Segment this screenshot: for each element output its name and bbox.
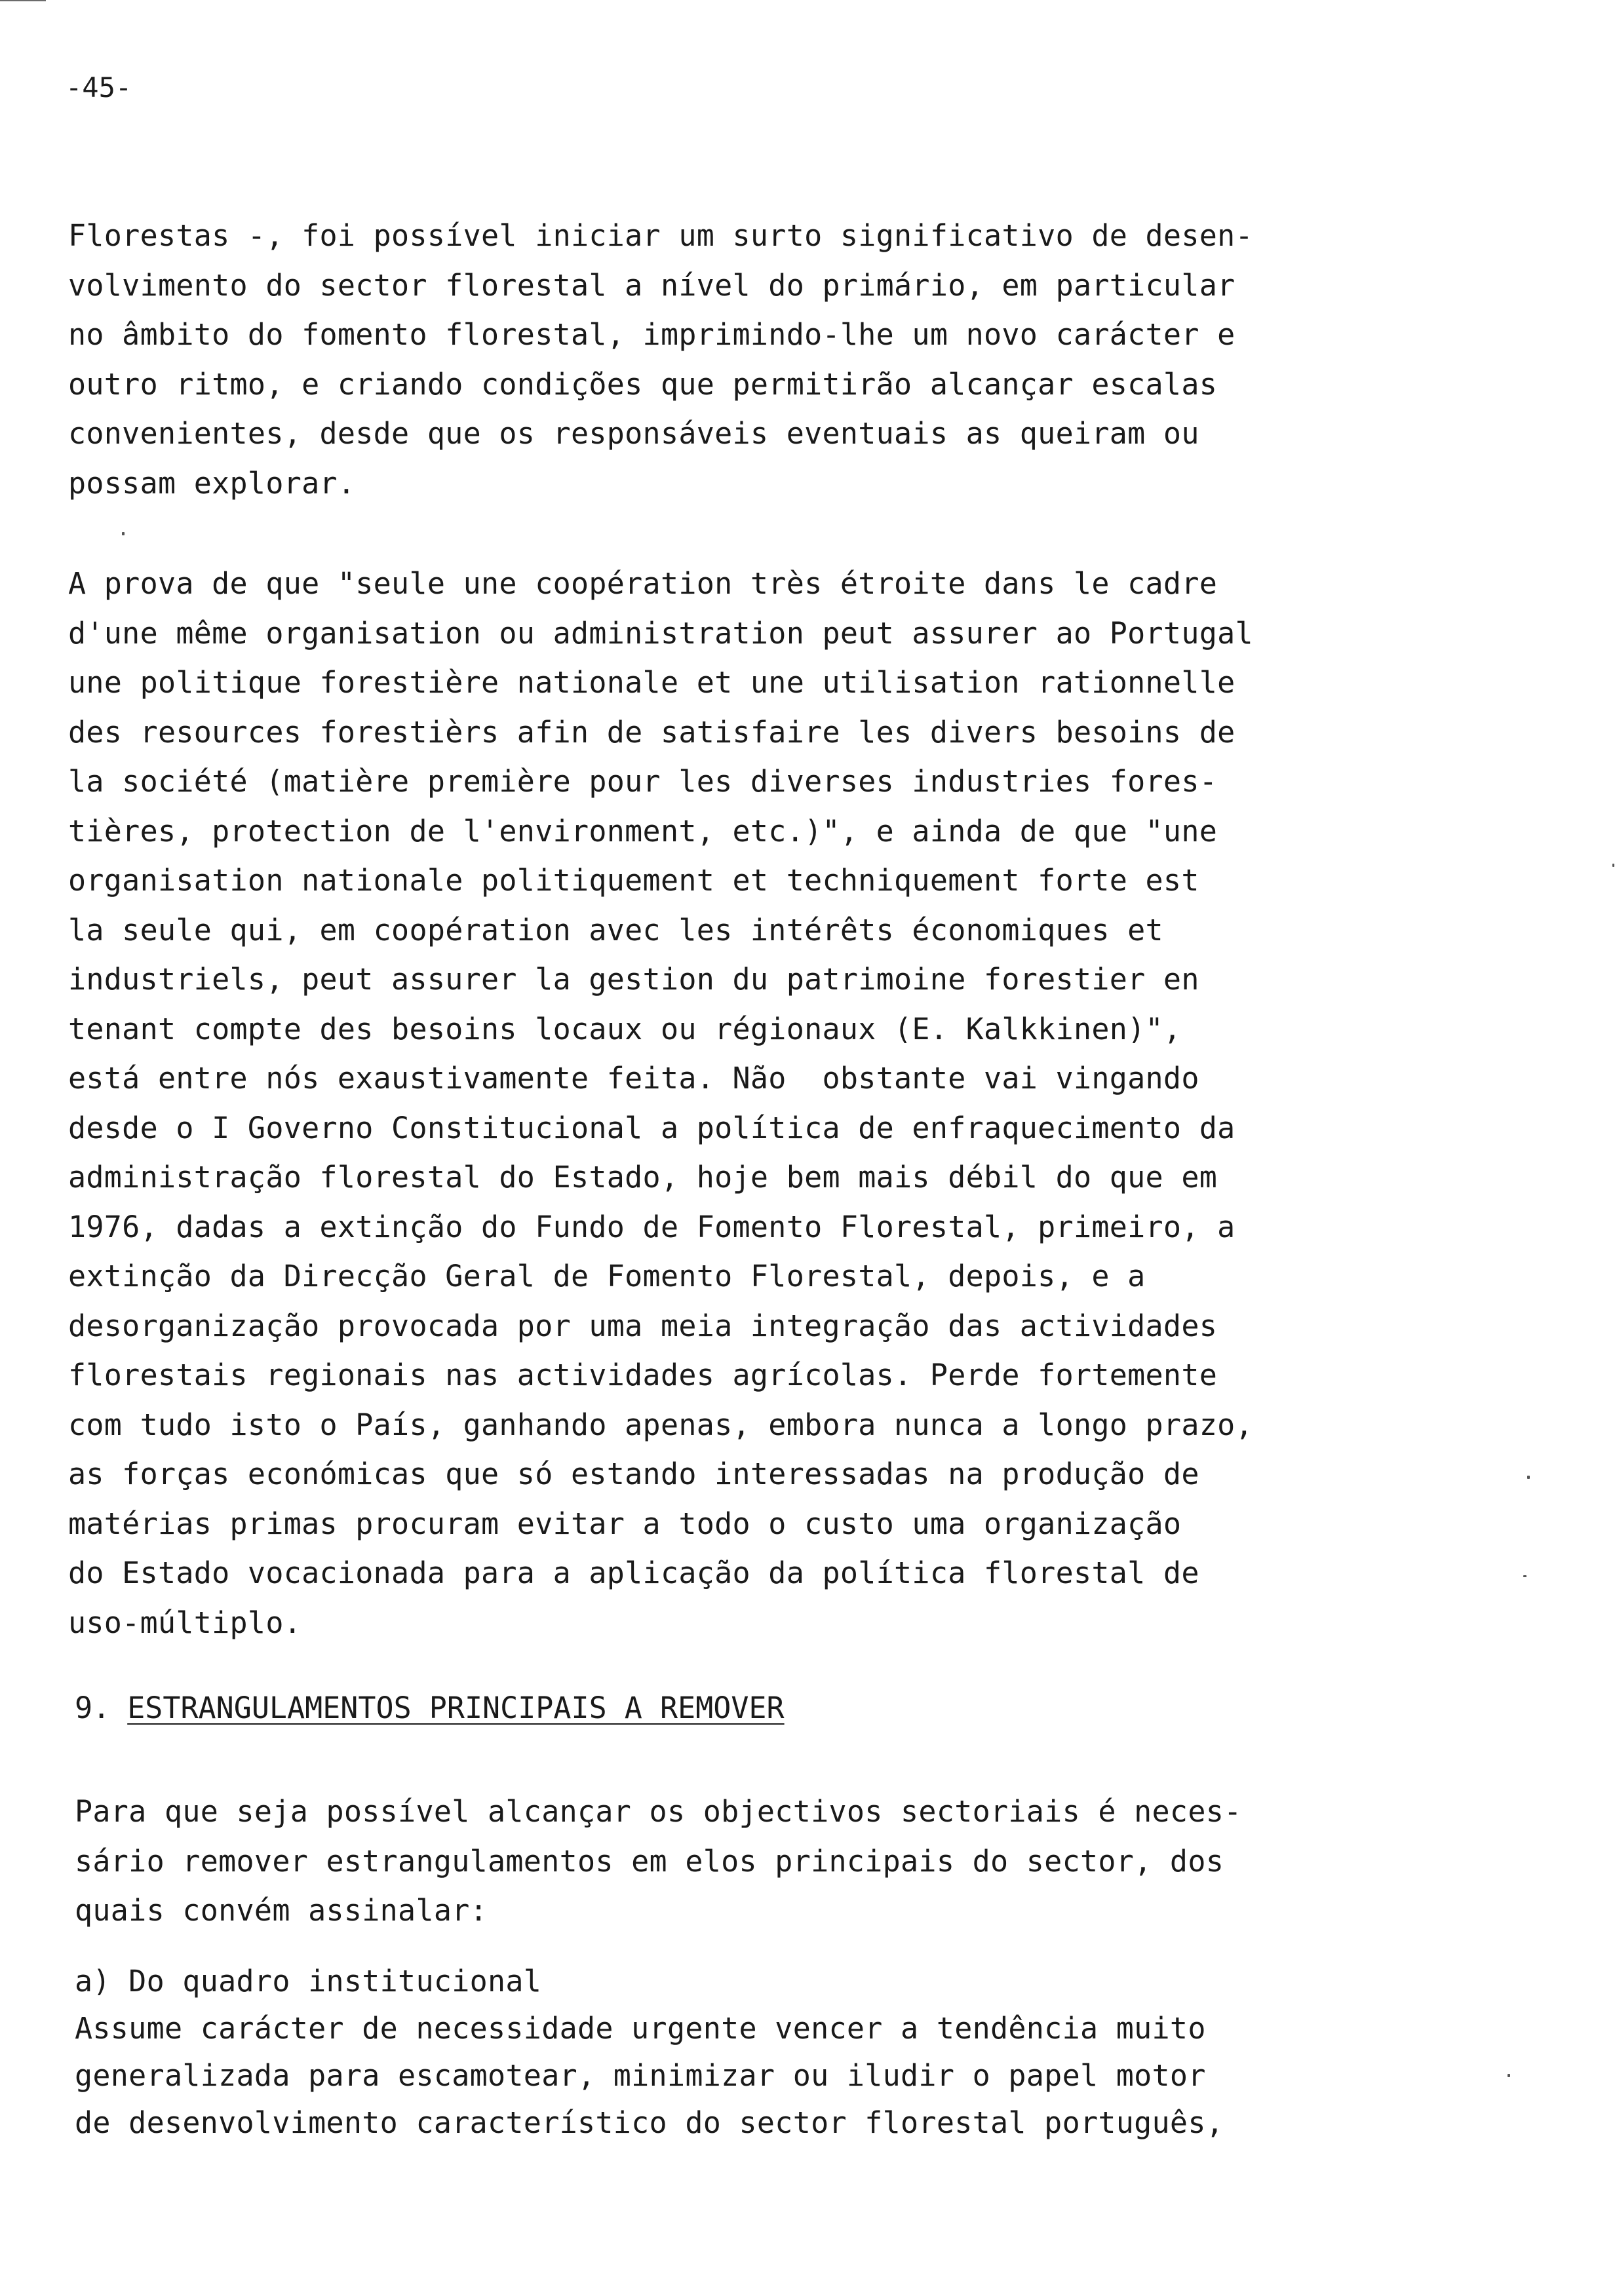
text-line: volvimento do sector florestal a nível do primário, em particular xyxy=(68,267,1236,303)
text-line: generalizada para escamotear, minimizar ou iludir o papel motor xyxy=(75,2058,1206,2093)
paragraph-3 xyxy=(75,1787,1386,1936)
text-line: desde o I Governo Constitucional a política de enfraquecimento da xyxy=(68,1110,1236,1145)
text-line: la seule qui, em coopération avec les intérêts économiques et xyxy=(68,912,1163,947)
scan-speck xyxy=(122,532,125,535)
text-line: organisation nationale politiquement et techniquement forte est xyxy=(68,863,1199,898)
section-number: 9. xyxy=(75,1691,111,1725)
text-line: sário remover estrangulamentos em elos principais do sector, dos xyxy=(75,1843,1224,1879)
text-line: desorganização provocada por uma meia integração das actividades xyxy=(68,1308,1218,1343)
subsection-label: a) Do quadro institucional xyxy=(75,1964,542,1999)
section-heading xyxy=(75,1689,785,1728)
text-line: A prova de que "seule une coopération très étroite dans le cadre xyxy=(68,566,1218,601)
text-line: Florestas -, foi possível iniciar um surto significativo de desen- xyxy=(68,218,1253,253)
text-line: administração florestal do Estado, hoje bem mais débil do que em xyxy=(68,1160,1218,1195)
text-line: tières, protection de l'environment, etc.)", e ainda de que "une xyxy=(68,813,1218,849)
text-line: possam explorar. xyxy=(68,465,356,501)
section-title: ESTRANGULAMENTOS PRINCIPAIS A REMOVER xyxy=(127,1691,785,1725)
text-line: de desenvolvimento característico do sector florestal português, xyxy=(75,2105,1224,2140)
page-number: -45- xyxy=(66,71,132,104)
scan-speck xyxy=(1612,864,1614,867)
text-line: florestais regionais nas actividades agrícolas. Perde fortemente xyxy=(68,1358,1218,1392)
scan-speck xyxy=(1508,2074,1510,2077)
text-line: une politique forestière nationale et une utilisation rationnelle xyxy=(68,665,1236,700)
text-line: la société (matière première pour les diverses industries fores- xyxy=(68,764,1218,799)
text-line: outro ritmo, e criando condições que permitirão alcançar escalas xyxy=(68,366,1218,402)
text-line: tenant compte des besoins locaux ou régionaux (E. Kalkkinen)", xyxy=(68,1011,1182,1046)
text-line: no âmbito do fomento florestal, imprimindo-lhe um novo carácter e xyxy=(68,317,1236,352)
text-line: está entre nós exaustivamente feita. Não obstante vai vingando xyxy=(68,1061,1199,1096)
text-line: do Estado vocacionada para a aplicação da política florestal de xyxy=(68,1556,1199,1590)
text-line: uso-múltiplo. xyxy=(68,1605,302,1640)
text-line: as forças económicas que só estando interessadas na produção de xyxy=(68,1457,1199,1491)
text-line: matérias primas procuram evitar a todo o custo uma organização xyxy=(68,1506,1182,1541)
text-line: des resources forestièrs afin de satisfaire les divers besoins de xyxy=(68,714,1236,750)
paragraph-1 xyxy=(68,211,1379,508)
text-line: quais convém assinalar: xyxy=(75,1893,488,1928)
paragraph-2 xyxy=(68,559,1379,1647)
text-line: Para que seja possível alcançar os objectivos sectoriais é neces- xyxy=(75,1794,1242,1829)
text-line: convenientes, desde que os responsáveis eventuais as queiram ou xyxy=(68,416,1199,451)
text-line: extinção da Direcção Geral de Fomento Florestal, depois, e a xyxy=(68,1259,1146,1293)
scan-edge-mark xyxy=(0,0,46,1)
text-line: industriels, peut assurer la gestion du patrimoine forestier en xyxy=(68,962,1199,997)
text-line: Assume carácter de necessidade urgente vencer a tendência muito xyxy=(75,2011,1206,2046)
scan-speck xyxy=(1527,1476,1530,1479)
subsection-a xyxy=(75,1958,1386,2147)
scan-speck xyxy=(1523,1575,1527,1577)
text-line: 1976, dadas a extinção do Fundo de Fomento Florestal, primeiro, a xyxy=(68,1209,1236,1244)
text-line: com tudo isto o País, ganhando apenas, embora nunca a longo prazo, xyxy=(68,1407,1253,1442)
text-line: d'une même organisation ou administration peut assurer ao Portugal xyxy=(68,615,1253,651)
